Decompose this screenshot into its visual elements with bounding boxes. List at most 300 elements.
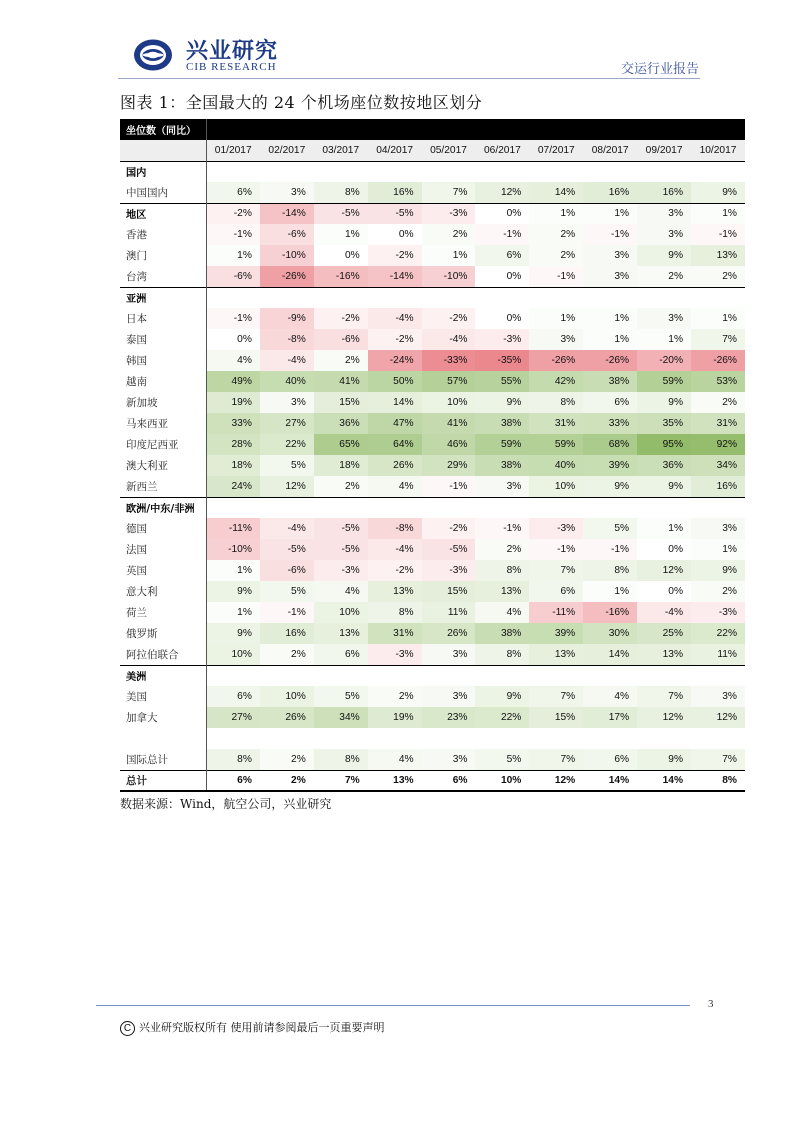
data-cell: -3% [314, 560, 368, 581]
table-row [120, 413, 745, 434]
group-label: 欧洲/中东/非洲 [120, 497, 206, 518]
data-cell: -3% [368, 644, 422, 665]
data-cell: 4% [583, 686, 637, 707]
data-cell: 1% [422, 245, 476, 266]
data-cell: 23% [422, 707, 476, 728]
data-cell: 36% [637, 455, 691, 476]
data-cell: 26% [422, 623, 476, 644]
data-cell: 10% [475, 770, 529, 791]
data-cell: 25% [637, 623, 691, 644]
data-cell: 46% [422, 434, 476, 455]
data-cell: 0% [344, 250, 360, 261]
column-header: 01/2017 [206, 140, 260, 161]
data-cell: 30% [583, 623, 637, 644]
figure-title: 图表 1：全国最大的 24 个机场座位数按地区划分 [120, 93, 483, 112]
data-cell: 9% [637, 749, 691, 770]
data-cell: -4% [368, 539, 422, 560]
row-label: 总计 [120, 770, 206, 791]
data-cell [691, 287, 745, 308]
table-title-cell [314, 119, 368, 140]
data-cell: 0% [475, 203, 529, 224]
data-cell [475, 665, 529, 686]
data-cell: 4% [314, 581, 368, 602]
group-label: 美洲 [120, 665, 206, 686]
table-row [120, 686, 745, 707]
page-number: 3 [708, 998, 714, 1010]
row-label: 新西兰 [120, 476, 206, 497]
data-cell: 12% [475, 182, 529, 203]
table-title-cell [691, 119, 745, 140]
data-cell: -2% [422, 308, 476, 329]
logo-chinese-name: 兴业研究 [186, 38, 279, 64]
data-cell: 13% [691, 245, 745, 266]
data-cell: 4% [368, 476, 422, 497]
data-cell: 13% [368, 581, 422, 602]
data-cell: 14% [368, 392, 422, 413]
table-row [120, 518, 745, 539]
data-cell: 16% [583, 182, 637, 203]
data-cell: -2% [314, 308, 368, 329]
data-cell: -4% [368, 308, 422, 329]
table-row [120, 224, 745, 245]
page-footer [120, 1019, 385, 1036]
data-cell: 1% [583, 581, 637, 602]
data-cell: 2% [637, 266, 691, 287]
data-cell: 3% [422, 644, 476, 665]
data-cell: 12% [637, 707, 691, 728]
data-cell: -3% [422, 203, 476, 224]
data-cell: 18% [314, 455, 368, 476]
data-cell: 2% [314, 476, 368, 497]
table-title-cell [260, 119, 314, 140]
data-cell: 31% [529, 413, 583, 434]
table-row [120, 476, 745, 497]
table-row [120, 329, 745, 350]
data-cell: -4% [260, 350, 314, 371]
column-header: 06/2017 [475, 140, 529, 161]
column-header: 08/2017 [583, 140, 637, 161]
table-row [120, 245, 745, 266]
table-row [120, 539, 745, 560]
data-cell: 28% [206, 434, 260, 455]
data-cell: 36% [314, 413, 368, 434]
data-cell [314, 161, 368, 182]
data-cell: 6% [583, 392, 637, 413]
data-cell: 34% [314, 707, 368, 728]
data-cell: 68% [583, 434, 637, 455]
data-cell: -2% [206, 203, 260, 224]
row-label [120, 728, 206, 749]
column-header-corner [120, 140, 206, 161]
data-cell: -2% [368, 329, 422, 350]
data-cell: -10% [422, 266, 476, 287]
data-cell: 41% [314, 371, 368, 392]
data-cell [314, 287, 368, 308]
table-title-cell [368, 119, 422, 140]
row-label: 日本 [120, 308, 206, 329]
data-cell [206, 161, 260, 182]
data-cell: 2% [260, 749, 314, 770]
column-header: 05/2017 [422, 140, 476, 161]
table-row [120, 182, 745, 203]
table-title-cell [583, 119, 637, 140]
data-cell [260, 728, 314, 749]
data-cell [637, 161, 691, 182]
row-label: 德国 [120, 518, 206, 539]
row-label: 新加坡 [120, 392, 206, 413]
row-label: 越南 [120, 371, 206, 392]
data-cell: 3% [583, 266, 637, 287]
data-cell: 1% [691, 539, 745, 560]
data-cell: 12% [637, 560, 691, 581]
data-cell: 24% [206, 476, 260, 497]
data-cell: 14% [583, 770, 637, 791]
data-cell: -5% [314, 203, 368, 224]
data-cell: -1% [206, 308, 260, 329]
data-cell: 2% [691, 266, 745, 287]
data-cell [314, 665, 368, 686]
data-cell: 6% [206, 182, 260, 203]
data-cell: 15% [314, 392, 368, 413]
data-cell: 27% [260, 413, 314, 434]
data-cell: -11% [529, 602, 583, 623]
data-cell: 3% [260, 182, 314, 203]
data-cell [691, 161, 745, 182]
data-cell: -10% [206, 539, 260, 560]
data-cell: 9% [206, 581, 260, 602]
data-cell: -8% [368, 518, 422, 539]
data-cell: -1% [475, 518, 529, 539]
table-row [120, 455, 745, 476]
data-cell: 5% [314, 686, 368, 707]
data-cell: 15% [529, 707, 583, 728]
data-cell: 17% [583, 707, 637, 728]
data-cell: 6% [206, 686, 260, 707]
data-cell: 59% [475, 434, 529, 455]
data-cell [422, 287, 476, 308]
data-cell [260, 497, 314, 518]
data-cell: 22% [475, 707, 529, 728]
data-cell: 13% [475, 581, 529, 602]
data-cell: 49% [206, 371, 260, 392]
row-label: 英国 [120, 560, 206, 581]
data-table [120, 119, 745, 792]
table-row [120, 308, 745, 329]
data-cell: 10% [422, 392, 476, 413]
data-cell: -14% [260, 203, 314, 224]
data-cell [260, 665, 314, 686]
page-header [0, 0, 793, 80]
data-cell: 13% [368, 770, 422, 791]
column-header: 07/2017 [529, 140, 583, 161]
data-cell: 5% [583, 518, 637, 539]
data-cell: -1% [583, 224, 637, 245]
data-cell: 13% [637, 644, 691, 665]
row-label: 俄罗斯 [120, 623, 206, 644]
data-cell: 16% [691, 476, 745, 497]
data-cell [368, 287, 422, 308]
data-cell: -2% [368, 245, 422, 266]
data-cell: 16% [637, 182, 691, 203]
data-cell [691, 497, 745, 518]
data-cell: 2% [422, 224, 476, 245]
group-label: 亚洲 [120, 287, 206, 308]
data-cell: 12% [529, 770, 583, 791]
data-cell: -1% [475, 224, 529, 245]
data-cell: 35% [637, 413, 691, 434]
data-cell: -4% [422, 329, 476, 350]
row-label: 印度尼西亚 [120, 434, 206, 455]
data-cell: 8% [475, 560, 529, 581]
data-cell: -2% [368, 560, 422, 581]
footer-divider [96, 1005, 690, 1006]
data-cell: 42% [529, 371, 583, 392]
data-cell: -26% [260, 266, 314, 287]
data-cell [637, 287, 691, 308]
data-cell: 12% [260, 476, 314, 497]
data-cell [583, 497, 637, 518]
data-cell: 33% [206, 413, 260, 434]
data-cell: 9% [691, 182, 745, 203]
data-cell: 3% [637, 224, 691, 245]
data-cell [637, 728, 691, 749]
table-row [120, 707, 745, 728]
data-cell: 7% [314, 770, 368, 791]
data-cell: 6% [422, 770, 476, 791]
data-cell: 38% [475, 623, 529, 644]
data-cell: 5% [260, 455, 314, 476]
data-cell: 92% [691, 434, 745, 455]
cib-logo-icon [133, 38, 173, 72]
data-cell: 27% [206, 707, 260, 728]
data-cell [368, 728, 422, 749]
data-cell: 12% [691, 707, 745, 728]
data-cell: 10% [206, 644, 260, 665]
data-cell: 2% [368, 686, 422, 707]
data-cell: 11% [422, 602, 476, 623]
data-cell: 7% [691, 749, 745, 770]
data-cell: 10% [260, 686, 314, 707]
table-row [120, 266, 745, 287]
table-row [120, 602, 745, 623]
data-cell [637, 497, 691, 518]
seat-capacity-table [120, 119, 745, 792]
data-cell: 1% [583, 308, 637, 329]
data-cell: 29% [422, 455, 476, 476]
data-cell: 1% [691, 308, 745, 329]
data-cell: -3% [691, 602, 745, 623]
data-cell [422, 161, 476, 182]
data-cell [260, 161, 314, 182]
data-cell [206, 665, 260, 686]
data-cell [529, 728, 583, 749]
row-label: 加拿大 [120, 707, 206, 728]
data-cell: -6% [314, 329, 368, 350]
data-cell: 26% [260, 707, 314, 728]
data-cell: 39% [583, 455, 637, 476]
data-cell: 8% [314, 182, 368, 203]
data-cell: 8% [529, 392, 583, 413]
table-title-cell [206, 119, 260, 140]
data-cell: 7% [691, 329, 745, 350]
data-cell: 16% [368, 182, 422, 203]
data-cell: 65% [314, 434, 368, 455]
data-cell: 59% [529, 434, 583, 455]
data-cell: 26% [368, 455, 422, 476]
table-title-cell [637, 119, 691, 140]
data-cell [691, 665, 745, 686]
data-cell: 19% [206, 392, 260, 413]
data-cell: 8% [475, 644, 529, 665]
data-cell [529, 287, 583, 308]
table-title-cell [475, 119, 529, 140]
data-cell [583, 287, 637, 308]
data-cell: -5% [368, 203, 422, 224]
data-cell: 16% [260, 623, 314, 644]
data-cell: 14% [637, 770, 691, 791]
data-cell: -4% [637, 602, 691, 623]
data-cell: -8% [260, 329, 314, 350]
header-divider [118, 78, 700, 79]
group-label: 地区 [120, 203, 206, 224]
data-cell [422, 728, 476, 749]
data-cell [529, 665, 583, 686]
data-cell: 38% [475, 455, 529, 476]
table-row [120, 623, 745, 644]
data-cell: -24% [368, 350, 422, 371]
data-cell: 41% [422, 413, 476, 434]
data-cell: -11% [206, 518, 260, 539]
data-cell: 6% [529, 581, 583, 602]
row-label: 澳大利亚 [120, 455, 206, 476]
data-cell: 3% [583, 245, 637, 266]
data-cell [314, 497, 368, 518]
row-label: 台湾 [120, 266, 206, 287]
column-header: 09/2017 [637, 140, 691, 161]
data-cell: 9% [206, 623, 260, 644]
copyright-icon: C [120, 1021, 135, 1036]
data-cell [691, 728, 745, 749]
data-cell [206, 287, 260, 308]
data-cell: 1% [637, 518, 691, 539]
data-cell: 3% [691, 518, 745, 539]
data-cell: 0% [237, 334, 252, 345]
data-cell: 9% [475, 392, 529, 413]
data-cell: -1% [691, 224, 745, 245]
data-cell: 55% [475, 371, 529, 392]
data-cell: 13% [314, 623, 368, 644]
data-cell: 0% [398, 229, 414, 240]
row-label: 荷兰 [120, 602, 206, 623]
table-row [120, 581, 745, 602]
data-cell: 18% [206, 455, 260, 476]
data-cell: 39% [529, 623, 583, 644]
data-cell: -6% [260, 560, 314, 581]
data-cell: 5% [475, 749, 529, 770]
data-cell [475, 728, 529, 749]
data-cell: 14% [529, 182, 583, 203]
data-cell: -1% [529, 539, 583, 560]
data-cell: 2% [260, 770, 314, 791]
data-cell: -26% [691, 350, 745, 371]
data-cell: 7% [422, 182, 476, 203]
column-header-row [120, 140, 745, 161]
row-label: 中国国内 [120, 182, 206, 203]
column-header: 02/2017 [260, 140, 314, 161]
data-cell: 2% [260, 644, 314, 665]
data-cell: 33% [583, 413, 637, 434]
data-cell: 3% [422, 686, 476, 707]
row-label: 意大利 [120, 581, 206, 602]
data-cell: 6% [314, 644, 368, 665]
data-cell: 9% [475, 686, 529, 707]
data-cell: 1% [691, 203, 745, 224]
data-cell: 3% [637, 203, 691, 224]
data-cell: -33% [422, 350, 476, 371]
data-cell: 7% [529, 749, 583, 770]
data-cell: 9% [637, 245, 691, 266]
data-cell: -26% [529, 350, 583, 371]
row-label: 国际总计 [120, 749, 206, 770]
data-cell: 1% [529, 308, 583, 329]
data-cell [475, 161, 529, 182]
data-cell [206, 728, 260, 749]
table-title-cell [529, 119, 583, 140]
data-cell: 1% [529, 203, 583, 224]
data-cell: -3% [475, 329, 529, 350]
data-cell: 4% [475, 602, 529, 623]
data-cell: 31% [368, 623, 422, 644]
data-cell: 3% [637, 308, 691, 329]
table-row [120, 350, 745, 371]
group-row [120, 497, 745, 518]
data-cell: 50% [368, 371, 422, 392]
data-cell: -16% [314, 266, 368, 287]
data-cell: 57% [422, 371, 476, 392]
data-cell: 0% [668, 544, 684, 555]
data-cell: 2% [529, 224, 583, 245]
data-cell: 1% [206, 245, 260, 266]
data-cell: 38% [475, 413, 529, 434]
data-cell: 6% [475, 245, 529, 266]
data-cell: 8% [206, 749, 260, 770]
data-cell: -1% [206, 224, 260, 245]
data-cell: 1% [314, 224, 368, 245]
data-cell [637, 665, 691, 686]
data-cell: 31% [691, 413, 745, 434]
data-cell: 14% [583, 644, 637, 665]
data-cell: 6% [583, 749, 637, 770]
data-cell: -10% [260, 245, 314, 266]
data-cell: 2% [529, 245, 583, 266]
data-cell: -16% [583, 602, 637, 623]
table-title-row [120, 119, 745, 140]
group-row [120, 161, 745, 182]
data-cell [422, 665, 476, 686]
data-cell [529, 161, 583, 182]
data-cell: 10% [314, 602, 368, 623]
data-cell: 9% [583, 476, 637, 497]
data-cell: 15% [422, 581, 476, 602]
data-cell: 19% [368, 707, 422, 728]
data-cell: 5% [260, 581, 314, 602]
data-cell: 1% [206, 602, 260, 623]
data-cell: 3% [422, 749, 476, 770]
data-cell: 2% [691, 392, 745, 413]
data-cell [368, 161, 422, 182]
data-cell [475, 497, 529, 518]
data-cell: 11% [691, 644, 745, 665]
